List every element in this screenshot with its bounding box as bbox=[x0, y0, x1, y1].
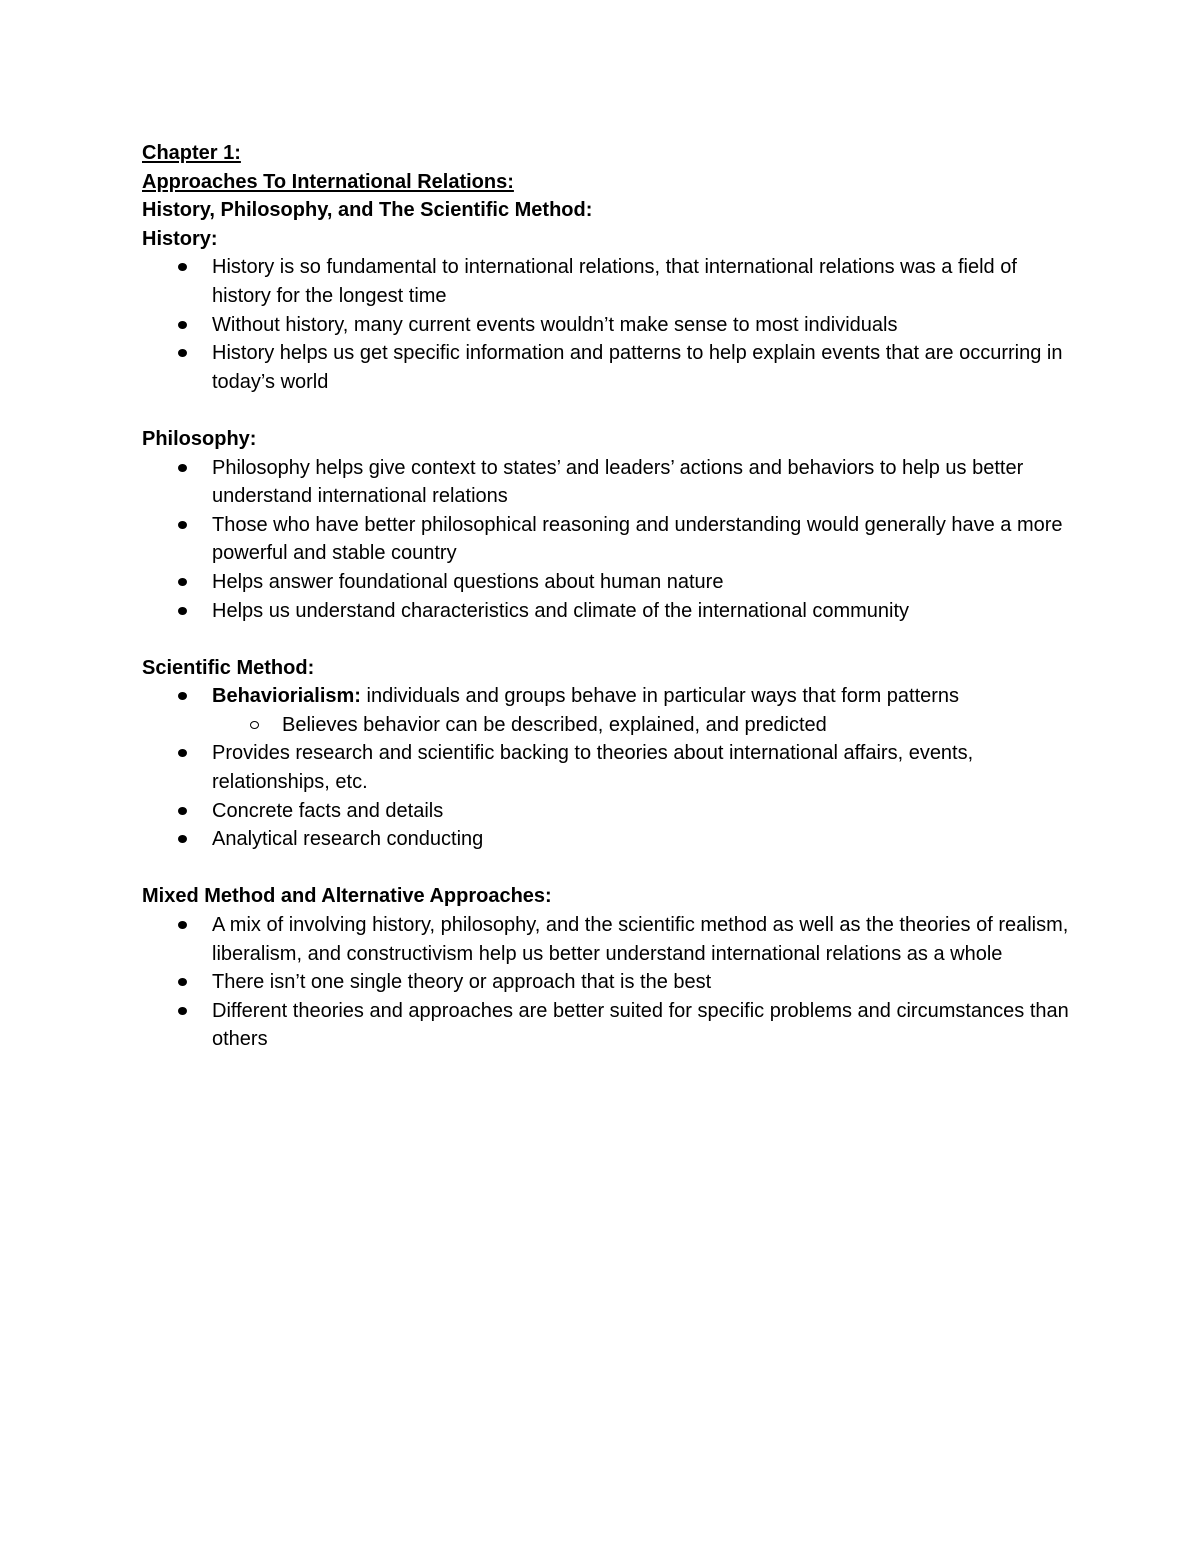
list-item bbox=[142, 454, 1072, 511]
section-heading-scientific-method: Scientific Method: bbox=[142, 656, 315, 679]
bullet-icon bbox=[178, 921, 187, 929]
bullet-icon bbox=[178, 978, 187, 986]
list-item bbox=[142, 311, 1072, 340]
list-item-text: Concrete facts and details bbox=[212, 799, 444, 822]
document-title: Approaches To International Relations: bbox=[142, 170, 514, 193]
list-item bbox=[142, 739, 1072, 796]
list-item-text: Without history, many current events wouldn’t make sense to most individuals bbox=[212, 313, 898, 336]
document-subtitle: History, Philosophy, and The Scientific Method: bbox=[142, 199, 593, 222]
scientific-method-list bbox=[142, 682, 1072, 854]
behaviorialism-definition: individuals and groups behave in particular ways that form patterns bbox=[360, 685, 960, 708]
list-item-text: Helps us understand characteristics and climate of the international community bbox=[212, 599, 910, 622]
document-page bbox=[142, 139, 1072, 1054]
bullet-icon bbox=[178, 1007, 187, 1015]
bullet-icon bbox=[178, 578, 187, 586]
bullet-icon bbox=[178, 807, 187, 815]
list-item bbox=[142, 511, 1072, 568]
list-item bbox=[142, 911, 1072, 968]
list-item bbox=[142, 253, 1072, 310]
bullet-icon bbox=[178, 607, 187, 615]
list-item bbox=[142, 682, 1072, 739]
spacer bbox=[142, 625, 1072, 654]
list-item-text: Philosophy helps give context to states’ and leaders’ actions and behaviors to help us better understand international relations bbox=[212, 456, 1024, 508]
sub-list-item-text: Believes behavior can be described, explained, and predicted bbox=[282, 713, 827, 736]
bullet-icon bbox=[178, 749, 187, 757]
mixed-method-list bbox=[142, 911, 1072, 1054]
list-item-text: There isn’t one single theory or approach that is the best bbox=[212, 971, 712, 994]
list-item bbox=[142, 968, 1072, 997]
list-item-text: History helps us get specific information and patterns to help explain events that are occurring in today’s world bbox=[212, 342, 1063, 393]
list-item-text: A mix of involving history, philosophy, and the scientific method as well as the theories of realism, liberalism, and constructivism help us better understand international relations as a whole bbox=[212, 914, 1069, 965]
spacer bbox=[142, 854, 1072, 883]
bullet-icon bbox=[178, 835, 187, 843]
section-heading-history: History: bbox=[142, 227, 218, 250]
chapter-heading: Chapter 1: bbox=[142, 142, 241, 164]
list-item-text: History is so fundamental to international relations, that international relations was a field of history for the longest time bbox=[212, 256, 1017, 307]
spacer bbox=[142, 396, 1072, 425]
list-item bbox=[142, 339, 1072, 396]
sub-list-item bbox=[212, 711, 1072, 740]
history-list bbox=[142, 253, 1072, 396]
list-item bbox=[142, 997, 1072, 1054]
bullet-icon bbox=[178, 464, 187, 472]
hollow-bullet-icon bbox=[250, 721, 259, 729]
bullet-icon bbox=[178, 521, 187, 529]
behaviorialism-sublist bbox=[212, 711, 1072, 740]
behaviorialism-term: Behaviorialism: bbox=[212, 685, 361, 708]
list-item bbox=[142, 568, 1072, 597]
section-heading-philosophy: Philosophy: bbox=[142, 427, 257, 450]
list-item bbox=[142, 597, 1072, 626]
bullet-icon bbox=[178, 692, 187, 700]
bullet-icon bbox=[178, 263, 187, 271]
philosophy-list bbox=[142, 454, 1072, 626]
bullet-icon bbox=[178, 321, 187, 329]
list-item-text bbox=[212, 685, 959, 707]
section-heading-mixed-method: Mixed Method and Alternative Approaches: bbox=[142, 885, 552, 908]
list-item-text: Helps answer foundational questions about human nature bbox=[212, 570, 724, 593]
list-item bbox=[142, 797, 1072, 826]
list-item-text: Analytical research conducting bbox=[212, 828, 484, 851]
list-item bbox=[142, 825, 1072, 854]
list-item-text: Different theories and approaches are better suited for specific problems and circumstances than others bbox=[212, 999, 1069, 1051]
list-item-text: Those who have better philosophical reasoning and understanding would generally have a more powerful and stable country bbox=[212, 513, 1063, 565]
bullet-icon bbox=[178, 349, 187, 357]
list-item-text: Provides research and scientific backing to theories about international affairs, events, relationships, etc. bbox=[212, 742, 974, 794]
